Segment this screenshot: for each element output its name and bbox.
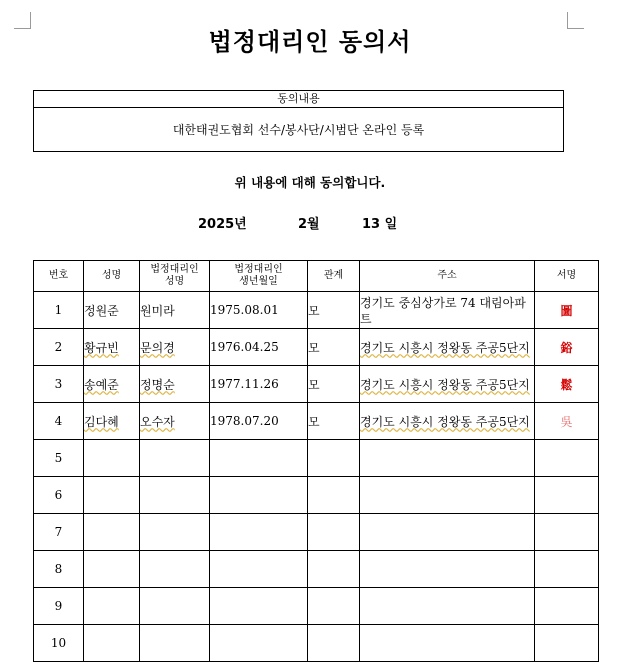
- student-name: [84, 551, 140, 588]
- header-rep-name-line1: 법정대리인: [150, 264, 199, 275]
- date-day: 13 일: [362, 217, 398, 232]
- header-rep-dob-line2: 생년월일: [239, 276, 278, 287]
- row-number: 8: [34, 551, 84, 588]
- address-text: 경기도 시흥시 정왕동 주공5단지: [360, 340, 530, 355]
- address-text: 경기도 중심상가로 74 대림아파트: [360, 295, 526, 326]
- address: [360, 366, 535, 403]
- student-name-text: 송예준: [84, 377, 119, 392]
- rep-name-text: 오수자: [140, 414, 175, 429]
- header-name: 성명: [84, 261, 140, 292]
- student-name: [84, 329, 140, 366]
- address: [360, 588, 535, 625]
- address-text: 경기도 시흥시 정왕동 주공5단지: [360, 414, 530, 429]
- rep-name-text: 문의경: [140, 340, 175, 355]
- header-address: 주소: [360, 261, 535, 292]
- rep-dob: 1975.08.01: [210, 292, 308, 329]
- table-header-row: [34, 261, 599, 292]
- rep-name: [140, 366, 210, 403]
- rep-name: [140, 551, 210, 588]
- student-name: [84, 625, 140, 662]
- signature-cell: [535, 625, 599, 662]
- row-number: 1: [34, 292, 84, 329]
- signature-cell: [535, 403, 599, 440]
- consent-header: 동의내용: [34, 91, 563, 108]
- rep-dob: 1978.07.20: [210, 403, 308, 440]
- rep-name: [140, 292, 210, 329]
- table-row: [34, 366, 599, 403]
- student-name-text: 정원준: [84, 303, 119, 318]
- header-relation: 관계: [308, 261, 360, 292]
- rep-dob: [210, 477, 308, 514]
- student-name: [84, 477, 140, 514]
- address: [360, 477, 535, 514]
- rep-dob: [210, 514, 308, 551]
- consent-box: [33, 90, 564, 152]
- address: [360, 440, 535, 477]
- relation: [308, 588, 360, 625]
- relation: 모: [308, 329, 360, 366]
- relation: 모: [308, 403, 360, 440]
- signature-cell: [535, 588, 599, 625]
- table-row: [34, 329, 599, 366]
- relation: [308, 477, 360, 514]
- address: [360, 403, 535, 440]
- seal-stamp-icon: 圖: [560, 303, 573, 318]
- document-title: 법정대리인 동의서: [208, 28, 412, 56]
- header-rep-dob-line1: 법정대리인: [234, 264, 283, 275]
- table-row: [34, 514, 599, 551]
- table-row: [34, 440, 599, 477]
- relation: [308, 551, 360, 588]
- row-number: 4: [34, 403, 84, 440]
- student-name: [84, 440, 140, 477]
- student-name: [84, 292, 140, 329]
- rep-name: [140, 625, 210, 662]
- address-text: 경기도 시흥시 정왕동 주공5단지: [360, 377, 530, 392]
- header-rep-name: [140, 261, 210, 292]
- rep-name: [140, 514, 210, 551]
- table-row: [34, 403, 599, 440]
- signature-cell: [535, 477, 599, 514]
- header-rep-dob: [210, 261, 308, 292]
- student-name: [84, 366, 140, 403]
- student-name-text: 황규빈: [84, 340, 119, 355]
- rep-dob: [210, 440, 308, 477]
- row-number: 5: [34, 440, 84, 477]
- rep-dob: 1977.11.26: [210, 366, 308, 403]
- signature-cell: [535, 292, 599, 329]
- address: [360, 292, 535, 329]
- signature-cell: [535, 551, 599, 588]
- header-rep-name-line2: 성명: [164, 276, 185, 287]
- address: [360, 551, 535, 588]
- consent-content: 대한태권도협회 선수/봉사단/시범단 온라인 등록: [172, 123, 425, 137]
- student-name-text: 김다혜: [84, 414, 119, 429]
- signature-cell: [535, 329, 599, 366]
- table-row: [34, 477, 599, 514]
- rep-name: [140, 440, 210, 477]
- address: [360, 514, 535, 551]
- header-signature: 서명: [535, 261, 599, 292]
- relation: [308, 625, 360, 662]
- table-row: [34, 625, 599, 662]
- rep-name: [140, 403, 210, 440]
- row-number: 2: [34, 329, 84, 366]
- rep-name-text: 원미라: [140, 303, 175, 318]
- rep-name-text: 정명순: [140, 377, 175, 392]
- relation: [308, 440, 360, 477]
- student-name: [84, 588, 140, 625]
- seal-stamp-icon: 吳: [560, 414, 573, 429]
- seal-stamp-icon: 鬆: [560, 377, 573, 392]
- date-month: 2월: [298, 217, 320, 232]
- rep-name: [140, 329, 210, 366]
- rep-dob: [210, 588, 308, 625]
- student-name: [84, 403, 140, 440]
- rep-dob: 1976.04.25: [210, 329, 308, 366]
- row-number: 3: [34, 366, 84, 403]
- relation: 모: [308, 366, 360, 403]
- seal-stamp-icon: 鋊: [560, 340, 573, 355]
- rep-name: [140, 477, 210, 514]
- signature-cell: [535, 366, 599, 403]
- signers-table: [33, 260, 599, 662]
- row-number: 7: [34, 514, 84, 551]
- student-name: [84, 514, 140, 551]
- row-number: 6: [34, 477, 84, 514]
- header-no: 번호: [34, 261, 84, 292]
- signature-cell: [535, 514, 599, 551]
- date-year: 2025년: [198, 217, 247, 232]
- relation: 모: [308, 292, 360, 329]
- address: [360, 625, 535, 662]
- row-number: 9: [34, 588, 84, 625]
- signature-cell: [535, 440, 599, 477]
- rep-name: [140, 588, 210, 625]
- row-number: 10: [34, 625, 84, 662]
- table-row: [34, 588, 599, 625]
- table-row: [34, 551, 599, 588]
- rep-dob: [210, 551, 308, 588]
- relation: [308, 514, 360, 551]
- address: [360, 329, 535, 366]
- rep-dob: [210, 625, 308, 662]
- table-row: [34, 292, 599, 329]
- agree-statement: 위 내용에 대해 동의합니다.: [234, 175, 386, 190]
